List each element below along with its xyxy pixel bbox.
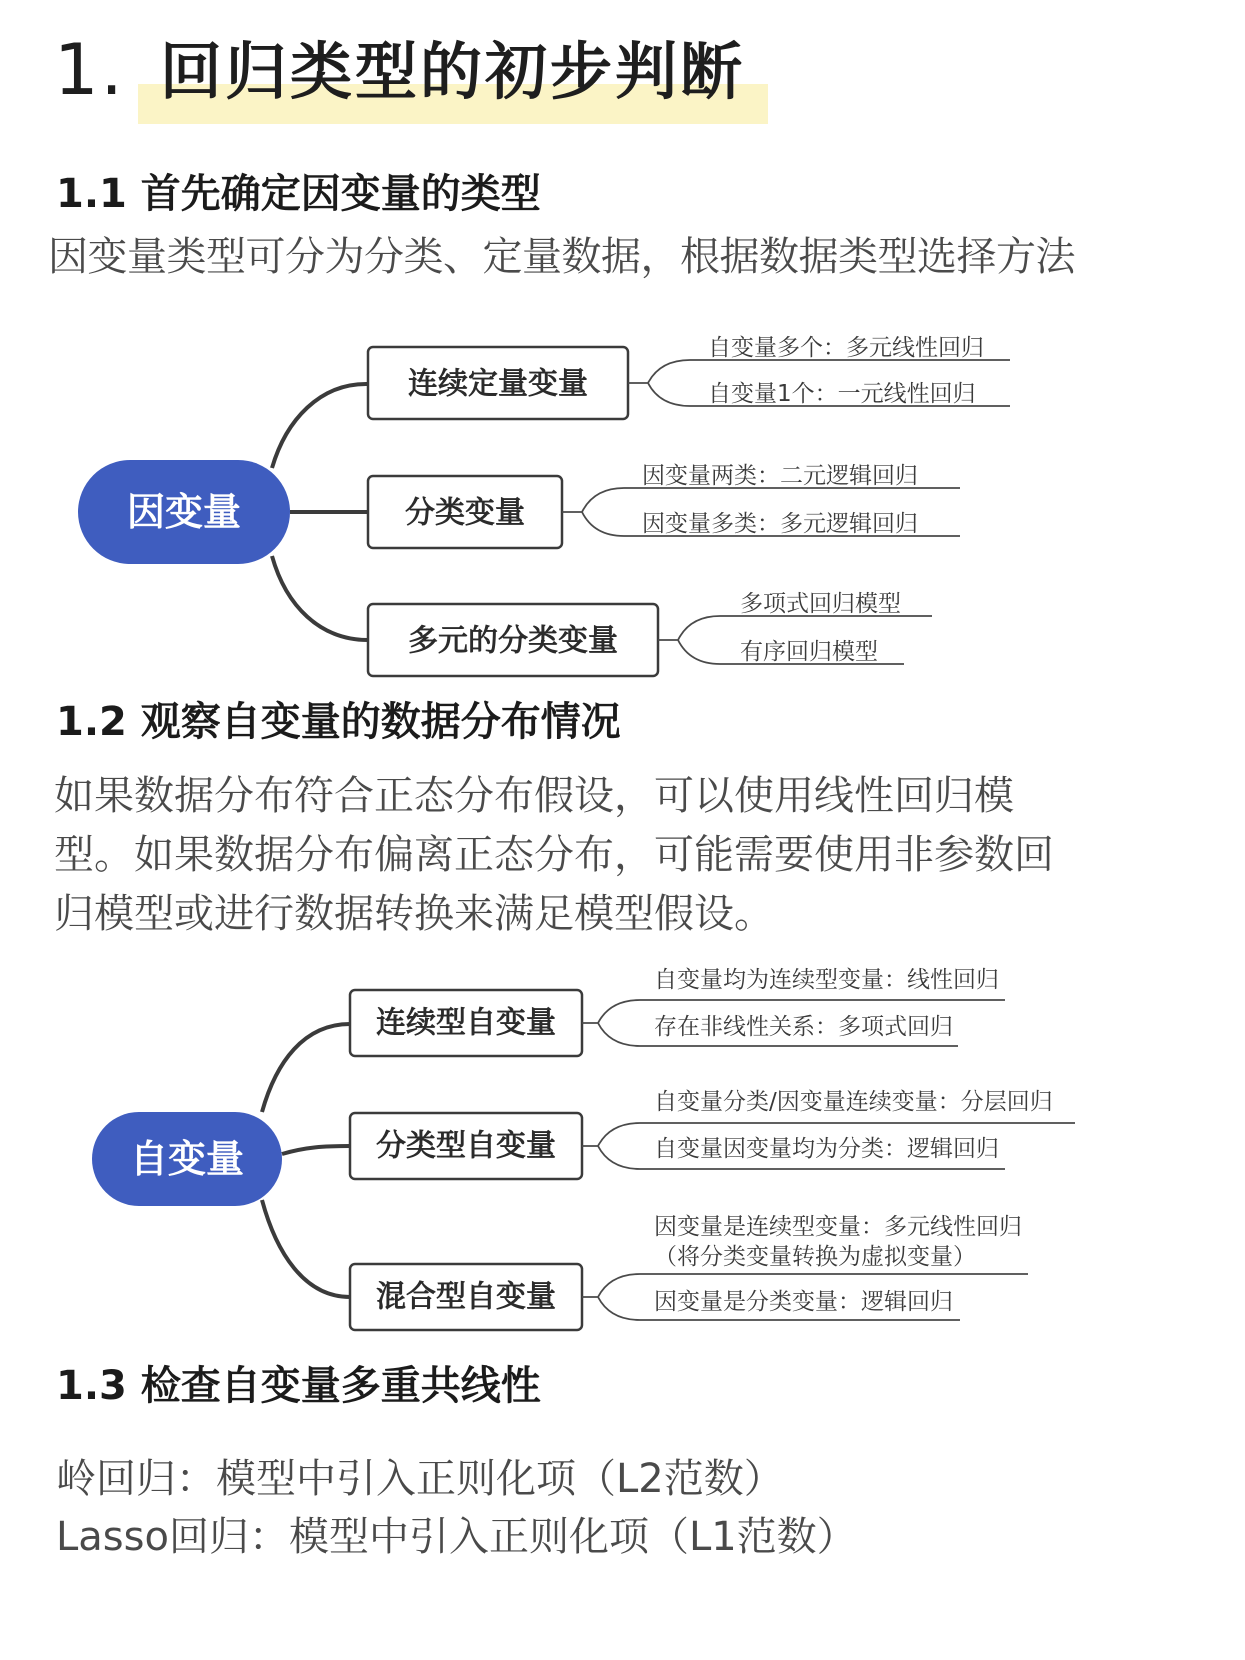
leaf-label: 有序回归模型 — [740, 639, 878, 665]
page-title: 回归类型的初步判断 — [160, 35, 746, 108]
leaf-label: 存在非线性关系：多项式回归 — [654, 1014, 953, 1040]
root-label: 自变量 — [129, 1137, 245, 1181]
leaf-label: 因变量两类：二元逻辑回归 — [642, 463, 918, 489]
branch-label: 连续定量变量 — [408, 366, 588, 402]
branch-label: 连续型自变量 — [376, 1005, 556, 1041]
leaf-label: 多项式回归模型 — [740, 591, 901, 617]
section-3-line: 岭回归：模型中引入正则化项（L2范数） — [56, 1456, 784, 1502]
section-2-heading: 1.2 观察自变量的数据分布情况 — [56, 699, 621, 745]
section-2-body-line: 型。如果数据分布偏离正态分布，可能需要使用非参数回 — [54, 832, 1054, 878]
independent-variable-mindmap — [92, 967, 1075, 1330]
leaf-label: 自变量1个：一元线性回归 — [708, 381, 976, 407]
branch-label: 分类变量 — [405, 495, 525, 531]
title-number: 1. — [54, 29, 125, 111]
branch-label: 多元的分类变量 — [408, 623, 618, 659]
leaf-label: 因变量是连续型变量：多元线性回归 — [654, 1214, 1022, 1240]
section-3-heading: 1.3 检查自变量多重共线性 — [56, 1363, 541, 1409]
branch-label: 混合型自变量 — [376, 1279, 556, 1315]
leaf-label: 自变量均为连续型变量：线性回归 — [654, 967, 999, 993]
leaf-label: 自变量分类/因变量连续变量：分层回归 — [654, 1089, 1053, 1115]
root-label: 因变量 — [126, 490, 242, 534]
section-1-heading: 1.1 首先确定因变量的类型 — [56, 171, 541, 217]
section-3-line: Lasso回归：模型中引入正则化项（L1范数） — [56, 1514, 857, 1560]
section-2-body-line: 如果数据分布符合正态分布假设，可以使用线性回归模 — [54, 773, 1014, 819]
section-1-body: 因变量类型可分为分类、定量数据，根据数据类型选择方法 — [48, 234, 1075, 280]
leaf-label: 因变量多类：多元逻辑回归 — [642, 511, 918, 537]
leaf-label: 自变量多个：多元线性回归 — [708, 335, 984, 361]
dependent-variable-mindmap — [78, 335, 1010, 676]
leaf-label: （将分类变量转换为虚拟变量） — [654, 1244, 976, 1270]
leaf-label: 自变量因变量均为分类：逻辑回归 — [654, 1136, 999, 1162]
leaf-label: 因变量是分类变量：逻辑回归 — [654, 1289, 953, 1315]
branch-label: 分类型自变量 — [376, 1128, 556, 1164]
section-2-body-line: 归模型或进行数据转换来满足模型假设。 — [54, 891, 774, 937]
